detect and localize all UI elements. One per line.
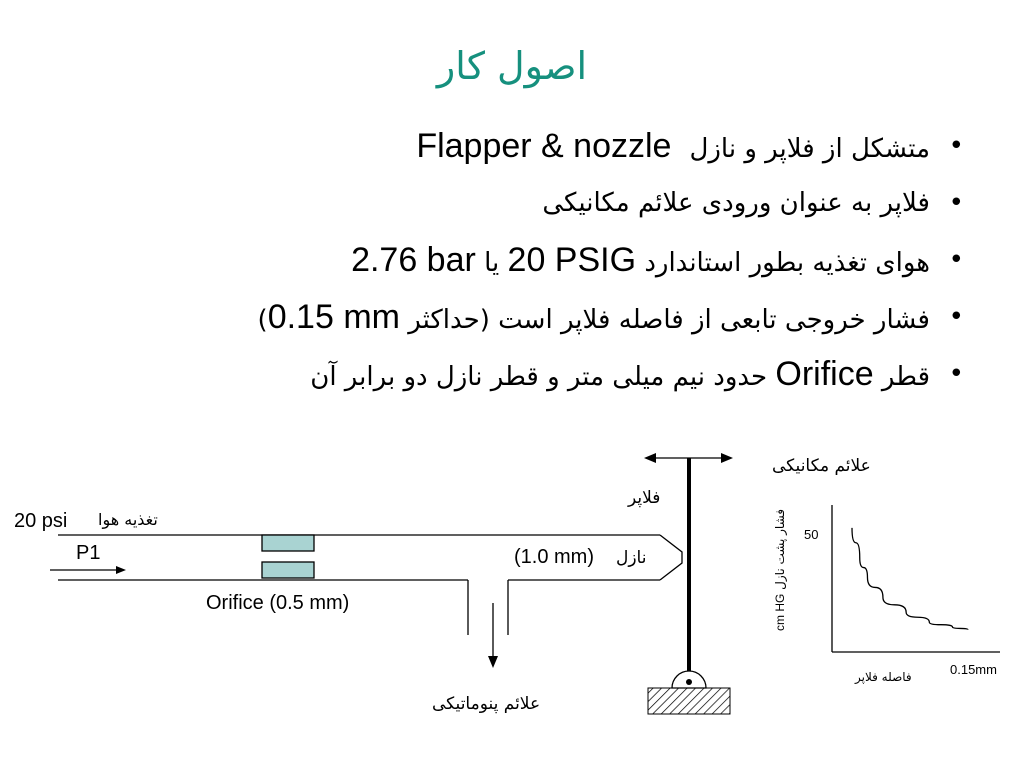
chart-x-tick: 0.15mm xyxy=(950,662,997,677)
orifice-label: Orifice (0.5 mm) xyxy=(206,592,350,614)
bullet-dot: • xyxy=(948,131,964,161)
slide-title: اصول کار xyxy=(436,44,588,88)
ground-hatch xyxy=(648,688,730,714)
chart-x-label: فاصله فلاپر xyxy=(855,670,912,684)
flapper-arrow-right xyxy=(721,453,733,463)
p1-arrow-head xyxy=(116,566,126,574)
bullet-close-paren: ) xyxy=(257,305,268,335)
bullet-text-or: یا xyxy=(484,248,500,278)
bullet-text: فشار خروجی تابعی از فاصله فلاپر است (حداکثر xyxy=(408,305,930,335)
bullet-latin-term: Flapper & nozzle xyxy=(416,127,672,165)
bullet-latin-term: Orifice xyxy=(775,355,874,393)
bullet-psig-value: 20 PSIG xyxy=(507,241,637,279)
pressure-curve-line xyxy=(852,528,968,630)
nozzle-tip xyxy=(660,535,682,580)
bullet-text: حدود نیم میلی متر و قطر نازل دو برابر آن xyxy=(310,362,768,392)
p1-label: P1 xyxy=(76,542,101,564)
supply-air-label: تغذیه هوا xyxy=(98,510,158,529)
bullet-dot: • xyxy=(948,245,964,275)
chart-y-title: فشار پشت نازل xyxy=(773,508,787,590)
bullet-text: هوای تغذیه بطور استاندارد xyxy=(644,248,930,278)
bullet-text: فلاپر به عنوان ورودی علائم مکانیکی xyxy=(542,188,930,218)
bullet-bar-value: 2.76 bar xyxy=(351,241,476,279)
orifice-lower-block xyxy=(262,562,314,578)
chart-y-label xyxy=(773,490,787,650)
chart-y-unit: cm HG xyxy=(773,593,787,632)
bullet-text: متشکل از فلاپر و نازل xyxy=(689,134,930,164)
bullet-mm-value: 0.15 mm xyxy=(267,298,400,336)
nozzle-label: نازل xyxy=(616,548,647,568)
orifice-upper-block xyxy=(262,535,314,551)
chart-y-tick: 50 xyxy=(804,527,819,542)
bullet-dot: • xyxy=(948,188,964,218)
pivot-pin xyxy=(686,679,692,685)
pneumatic-signal-label: علائم پنوماتیکی xyxy=(432,694,541,714)
bullet-text: قطر xyxy=(881,362,930,392)
supply-pressure-label: 20 psi xyxy=(14,510,68,532)
flapper-label: فلاپر xyxy=(628,488,661,508)
mechanical-signal-label: علائم مکانیکی xyxy=(772,456,871,476)
flapper-arrow-left xyxy=(644,453,656,463)
nozzle-size-label: (1.0 mm) xyxy=(514,546,594,568)
pressure-curve-chart xyxy=(832,505,1000,652)
output-arrow-head xyxy=(488,656,498,668)
bullet-dot: • xyxy=(948,302,964,332)
bullet-dot: • xyxy=(948,359,964,389)
